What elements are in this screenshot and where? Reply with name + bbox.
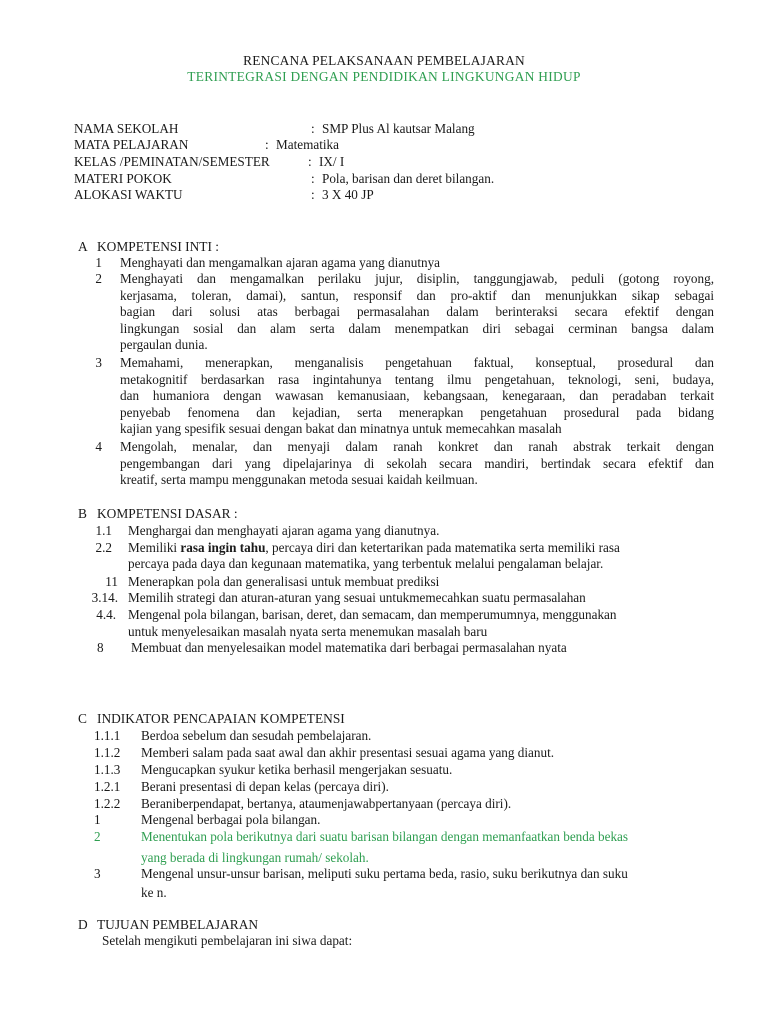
list-line: Menghayati dan mengamalkan ajaran agama yang dianutnya	[120, 255, 441, 270]
list-text: Berdoa sebelum dan sesudah pembelajaran.	[141, 728, 372, 743]
list-number: 1.2.1	[94, 779, 121, 794]
list-text: Memilih strategi dan aturan-aturan yang sesuai untukmemecahkan suatu permasalahan	[128, 590, 586, 605]
list-text: Membuat dan menyelesaikan model matematika dari berbagai permasalahan nyata	[131, 640, 567, 655]
list-line: kerjasama, toleran, damai), santun, responsif dan pro-aktif dan menunjukkan sikap sebagai	[120, 288, 714, 303]
identity-label: MATA PELAJARAN	[74, 137, 189, 152]
list-text: Beraniberpendapat, bertanya, ataumenjawabpertanyaan (percaya diri).	[141, 796, 512, 811]
list-line: penyebab fenomena dan kejadian, serta menerapkan pengetahuan prosedural pada bidang	[120, 405, 714, 420]
section-b-heading	[78, 506, 238, 522]
list-text: Berani presentasi di depan kelas (percaya diri).	[141, 779, 389, 794]
list-text: Mengenal pola bilangan, barisan, deret, dan semacam, dan memperumumnya, menggunakan	[128, 607, 617, 622]
list-line: kreatif, serta mampu menggunakan metoda sesuai kaidah keilmuan.	[120, 472, 478, 487]
list-number: 2	[94, 829, 101, 844]
section-title: TUJUAN PEMBELAJARAN	[97, 917, 259, 932]
identity-label: ALOKASI WAKTU	[74, 187, 183, 202]
list-number: 1.2.2	[94, 796, 121, 811]
list-text: Memberi salam pada saat awal dan akhir presentasi sesuai agama yang dianut.	[141, 745, 555, 760]
section-letter: B	[78, 506, 87, 521]
list-number: 3.14.	[91, 590, 118, 605]
list-text-continuation: yang berada di lingkungan rumah/ sekolah.	[141, 850, 369, 865]
identity-colon: :	[311, 187, 315, 202]
document-title: RENCANA PELAKSANAAN PEMBELAJARAN	[243, 53, 525, 68]
section-title: INDIKATOR PENCAPAIAN KOMPETENSI	[97, 711, 345, 726]
list-number: 1.1	[95, 523, 112, 538]
list-line: pergaulan dunia.	[120, 337, 208, 352]
bold-phrase: rasa ingin tahu	[180, 540, 266, 555]
list-number: 1	[95, 255, 102, 270]
list-text	[128, 540, 620, 556]
list-text: Menghargai dan menghayati ajaran agama yang dianutnya.	[128, 523, 440, 538]
list-text: Mengucapkan syukur ketika berhasil mengerjakan sesuatu.	[141, 762, 453, 777]
list-text-continuation: percaya pada daya dan kegunaan matematika, yang terbentuk melalui pengalaman belajar.	[128, 556, 604, 571]
section-letter: C	[78, 711, 87, 726]
list-number: 2.2	[95, 540, 112, 555]
section-d-heading	[78, 917, 258, 933]
identity-label: NAMA SEKOLAH	[74, 121, 179, 136]
text-segment: Memiliki	[128, 540, 181, 555]
list-line: Menghayati dan mengamalkan perilaku jujur, disiplin, tanggungjawab, peduli (gotong royong,	[120, 271, 714, 286]
identity-value-school: SMP Plus Al kautsar Malang	[322, 121, 475, 136]
document-subtitle: TERINTEGRASI DENGAN PENDIDIKAN LINGKUNGAN HIDUP	[187, 69, 581, 84]
list-line: lingkungan sosial dan alam serta dalam menempatkan diri sebagai cerminan bangsa dalam	[120, 321, 714, 336]
identity-value-topic: Pola, barisan dan deret bilangan.	[322, 171, 495, 186]
identity-label: KELAS /PEMINATAN/SEMESTER	[74, 154, 270, 169]
list-number: 8	[97, 640, 104, 655]
list-line: Memahami, menerapkan, menganalisis pengetahuan faktual, konseptual, prosedural dan	[120, 355, 714, 370]
list-line: dan humaniora dengan wawasan kemanusiaan, kebangsaan, kenegaraan, dan peradaban terkait	[120, 388, 714, 403]
list-text: Menentukan pola berikutnya dari suatu barisan bilangan dengan memanfaatkan benda bekas	[141, 829, 629, 844]
list-line: Mengolah, menalar, dan menyaji dalam ranah konkret dan ranah abstrak terkait dengan	[120, 439, 714, 454]
list-number: 1.1.1	[94, 728, 121, 743]
list-text: Mengenal berbagai pola bilangan.	[141, 812, 321, 827]
list-number: 1.1.3	[94, 762, 121, 777]
list-line: bagian dari solusi atas berbagai permasalahan dalam berinteraksi secara efektif dengan	[120, 304, 714, 319]
identity-colon: :	[311, 121, 315, 136]
list-number: 4	[95, 439, 102, 454]
section-letter: D	[78, 917, 88, 932]
list-line: pengembangan dari yang dipelajarinya di sekolah secara mandiri, bertindak secara efektif dan	[120, 456, 714, 471]
identity-colon: :	[265, 137, 269, 152]
list-number: 2	[95, 271, 102, 286]
section-a-heading	[78, 239, 219, 255]
section-title: KOMPETENSI INTI :	[97, 239, 219, 254]
identity-value-time: 3 X 40 JP	[322, 187, 374, 202]
section-letter: A	[78, 239, 88, 254]
list-line: kajian yang spesifik sesuai dengan bakat dan minatnya untuk memecahkan masalah	[120, 421, 562, 436]
identity-colon: :	[308, 154, 312, 169]
list-number: 4.4.	[96, 607, 116, 622]
identity-colon: :	[311, 171, 315, 186]
list-number: 1	[94, 812, 101, 827]
list-text-continuation: untuk menyelesaikan masalah nyata serta menemukan masalah baru	[128, 624, 488, 639]
identity-value-subject: Matematika	[276, 137, 339, 152]
section-d-intro: Setelah mengikuti pembelajaran ini siwa dapat:	[102, 933, 353, 948]
list-text-continuation: ke n.	[141, 885, 167, 900]
list-line: metakognitif berdasarkan rasa ingintahunya tentang ilmu pengetahuan, teknologi, seni, budaya,	[120, 372, 714, 387]
identity-label: MATERI POKOK	[74, 171, 172, 186]
text-segment: , percaya diri dan ketertarikan pada matematika serta memiliki rasa	[265, 540, 620, 555]
list-text: Menerapkan pola dan generalisasi untuk membuat prediksi	[128, 574, 440, 589]
list-number: 1.1.2	[94, 745, 121, 760]
list-number: 11	[105, 574, 118, 589]
section-c-heading	[78, 711, 345, 727]
section-title: KOMPETENSI DASAR :	[97, 506, 238, 521]
identity-value-class: IX/ I	[319, 154, 345, 169]
list-number: 3	[95, 355, 102, 370]
list-text: Mengenal unsur-unsur barisan, meliputi suku pertama beda, rasio, suku berikutnya dan suku	[141, 866, 628, 881]
list-number: 3	[94, 866, 101, 881]
